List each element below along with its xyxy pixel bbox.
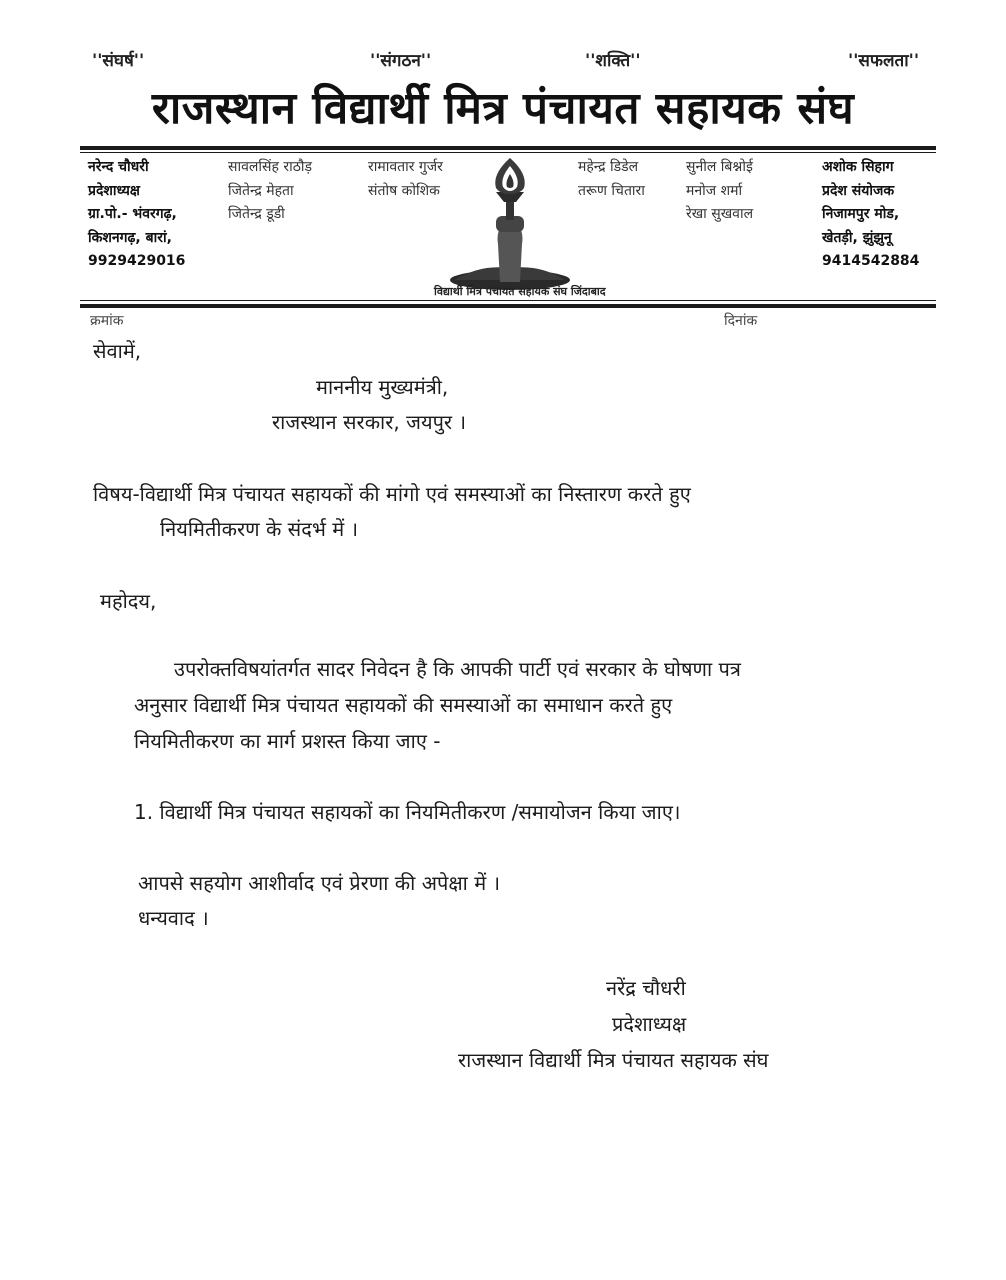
member-name: महेन्द्र डिडेल xyxy=(578,159,639,175)
right-contact-name: अशोक सिहाग xyxy=(822,159,894,175)
member-name: रामावतार गुर्जर xyxy=(368,159,443,175)
left-contact-address-2: किशनगढ़, बारां, xyxy=(88,229,172,246)
body-line-3: नियमितीकरण का मार्ग प्रशस्त किया जाए - xyxy=(134,729,441,753)
signatory-designation: प्रदेशाध्यक्ष xyxy=(612,1012,687,1036)
salutation-to: सेवामें, xyxy=(93,339,142,363)
body-line-2: अनुसार विद्यार्थी मित्र पंचायत सहायकों की समस्याओं का समाधान करते हुए xyxy=(134,693,673,717)
closing-line-1: आपसे सहयोग आशीर्वाद एवं प्रेरणा की अपेक्षा में । xyxy=(138,871,501,895)
member-name: सावलसिंह राठौड़ xyxy=(228,159,312,175)
member-name: संतोष कोशिक xyxy=(368,182,440,199)
reference-number-label: क्रमांक xyxy=(90,313,124,329)
date-label: दिनांक xyxy=(724,313,758,329)
signatory-organization: राजस्थान विद्यार्थी मित्र पंचायत सहायक संघ xyxy=(458,1048,769,1072)
header-rule-thick xyxy=(80,146,936,150)
member-name: मनोज शर्मा xyxy=(686,182,743,199)
right-contact-phone: 9414542884 xyxy=(822,253,920,269)
left-contact-phone: 9929429016 xyxy=(88,253,186,269)
torch-icon xyxy=(440,152,580,292)
left-contact-name: नरेन्द चौधरी xyxy=(88,159,149,175)
member-name: जितेन्द्र डूडी xyxy=(228,206,285,222)
left-contact-block xyxy=(88,156,185,274)
motto-sangharsh: ''संघर्ष'' xyxy=(92,51,145,71)
left-contact-designation: प्रदेशाध्यक्ष xyxy=(88,182,140,199)
motto-safalta: ''सफलता'' xyxy=(848,51,920,71)
header-bottom-rule-thick xyxy=(80,304,936,308)
header-bottom-rule-thin xyxy=(80,300,936,301)
member-name: जितेन्द्र मेहता xyxy=(228,182,294,199)
members-column-3 xyxy=(578,156,645,203)
members-column-1 xyxy=(228,156,312,227)
right-contact-block xyxy=(822,156,919,274)
right-contact-address-1: निजामपुर मोड, xyxy=(822,206,900,222)
motto-sangathan: ''संगठन'' xyxy=(370,51,432,71)
signatory-name: नरेंद्र चौधरी xyxy=(606,976,686,1000)
members-column-2 xyxy=(368,156,443,203)
body-line-1: उपरोक्तविषयांतर्गत सादर निवेदन है कि आपकी पार्टी एवं सरकार के घोषणा पत्र xyxy=(174,657,741,681)
motto-shakti: ''शक्ति'' xyxy=(585,51,641,71)
left-contact-address-1: ग्रा.पो.- भंवरगढ़, xyxy=(88,206,177,222)
recipient-line-2: राजस्थान सरकार, जयपुर । xyxy=(272,410,467,434)
demand-item-1: 1. विद्यार्थी मित्र पंचायत सहायकों का नियमितीकरण /समायोजन किया जाए। xyxy=(134,800,681,824)
member-name: तरूण चितारा xyxy=(578,182,645,199)
subject-line-1: विषय-विद्यार्थी मित्र पंचायत सहायकों की मांगो एवं समस्याओं का निस्तारण करते हुए xyxy=(93,482,691,506)
member-name: सुनील बिश्नोई xyxy=(686,159,753,175)
right-contact-address-2: खेतड़ी, झुंझुनू xyxy=(822,229,892,246)
subject-line-2: नियमितीकरण के संदर्भ में । xyxy=(160,517,359,541)
organization-title: राजस्थान विद्यार्थी मित्र पंचायत सहायक संघ xyxy=(151,83,855,134)
members-column-4 xyxy=(686,156,753,227)
emblem-slogan: विद्यार्थी मित्र पंचायत सहायक संघ जिंदाबाद xyxy=(434,285,606,298)
recipient-line-1: माननीय मुख्यमंत्री, xyxy=(316,375,449,399)
greeting: महोदय, xyxy=(100,589,157,613)
member-name: रेखा सुखवाल xyxy=(686,206,754,222)
closing-line-2: धन्यवाद । xyxy=(138,906,209,930)
right-contact-designation: प्रदेश संयोजक xyxy=(822,182,895,199)
